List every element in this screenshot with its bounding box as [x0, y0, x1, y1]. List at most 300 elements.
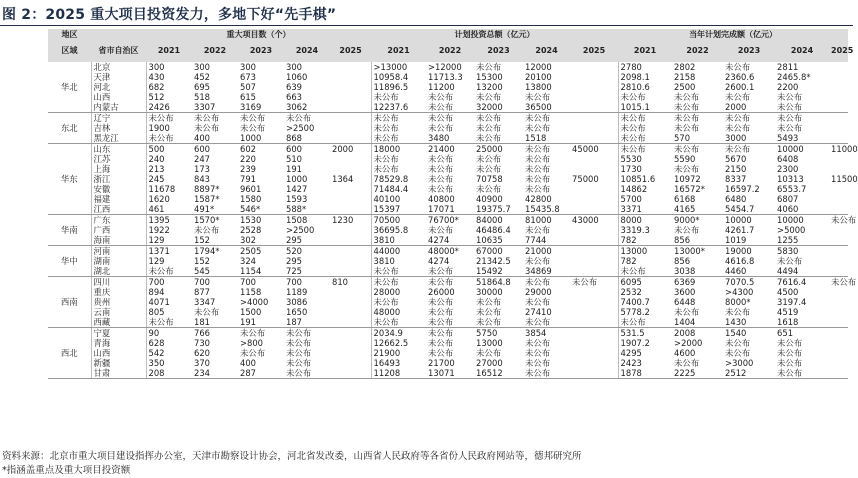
data-cell: 未公布 [428, 113, 454, 123]
data-cell: 未公布 [476, 164, 502, 174]
data-cell: 未公布 [428, 225, 454, 235]
province-name: 河南 [91, 246, 146, 257]
data-cell: 615 [240, 92, 256, 102]
data-cell [570, 256, 618, 266]
data-cell: 512 [148, 92, 165, 102]
table-row [48, 194, 848, 204]
data-cell: 1000 [238, 133, 284, 144]
data-cell: 17071 [426, 204, 474, 215]
data-cell: 36695.8 [373, 225, 409, 235]
data-cell: >4300 [725, 287, 754, 297]
data-cell: 2532 [620, 287, 642, 297]
data-cell: 12237.6 [371, 102, 426, 113]
header-province: 省市自治区 [91, 40, 146, 62]
data-cell: 未公布 [476, 184, 502, 194]
data-cell: 856 [672, 235, 723, 246]
data-cell: 6553.7 [777, 184, 807, 194]
data-cell: 588* [284, 204, 330, 215]
data-cell: 2802 [674, 62, 696, 72]
data-cell: 461 [146, 204, 192, 215]
data-cell: 3319.3 [620, 225, 650, 235]
data-cell: 152 [194, 256, 210, 266]
data-cell: 782 [618, 235, 672, 246]
province-name: 上海 [91, 164, 146, 174]
data-cell [829, 317, 848, 328]
data-cell: 未公布 [523, 317, 570, 328]
data-cell: 未公布 [428, 307, 454, 317]
data-cell: 3307 [192, 102, 238, 113]
table-row [48, 287, 848, 297]
data-cell: 21400 [428, 144, 455, 154]
region-label: 华中 [48, 246, 91, 277]
data-cell: 未公布 [286, 358, 312, 368]
data-cell: >4000 [240, 297, 269, 307]
data-cell: 3062 [284, 102, 330, 113]
data-cell: 21900 [373, 348, 401, 358]
data-cell: 2158 [674, 72, 696, 82]
province-name: 广东 [91, 215, 146, 226]
data-cell: 4500 [777, 287, 799, 297]
table-row [48, 164, 848, 174]
data-cell: 894 [148, 287, 165, 297]
data-cell: 78529.8 [373, 174, 409, 184]
data-cell: 未公布 [777, 92, 803, 102]
data-cell: 1404 [672, 317, 723, 328]
data-cell [829, 338, 848, 348]
data-cell: 未公布 [674, 113, 700, 123]
data-cell: 15300 [476, 72, 503, 82]
data-cell: 2426 [146, 102, 192, 113]
data-cell: 未公布 [146, 317, 192, 328]
data-cell: 未公布 [831, 277, 857, 287]
data-cell: 未公布 [777, 348, 803, 358]
data-cell [330, 164, 371, 174]
data-cell: 2200 [777, 82, 799, 92]
data-cell [829, 256, 848, 266]
data-cell: 未公布 [428, 297, 454, 307]
data-cell: 220 [240, 154, 256, 164]
data-cell [330, 225, 371, 235]
province-name: 安徽 [91, 184, 146, 194]
table-row [48, 184, 848, 194]
data-cell: 600 [194, 144, 210, 154]
data-cell: 7400.7 [620, 297, 650, 307]
table-row [48, 256, 848, 266]
data-cell [570, 92, 618, 102]
data-cell: 6408 [777, 154, 799, 164]
data-cell: 未公布 [777, 358, 803, 368]
province-name: 河北 [91, 82, 146, 92]
province-name: 西藏 [91, 317, 146, 328]
data-cell: 未公布 [620, 123, 646, 133]
data-cell: 5750 [476, 328, 498, 338]
data-cell: 未公布 [284, 368, 330, 379]
data-cell: 未公布 [674, 225, 700, 235]
data-cell: 10635 [474, 235, 523, 246]
data-cell: 3810 [373, 256, 395, 266]
data-cell: 未公布 [371, 317, 426, 328]
data-cell: 未公布 [426, 266, 474, 277]
data-cell: 2423 [620, 358, 642, 368]
data-cell: 未公布 [428, 348, 454, 358]
data-cell: 1922 [148, 225, 170, 235]
data-cell: 452 [194, 72, 210, 82]
data-cell: 4494 [775, 266, 829, 277]
province-name: 云南 [91, 307, 146, 317]
data-cell: 未公布 [525, 348, 551, 358]
data-cell: 未公布 [428, 277, 454, 287]
data-cell: 未公布 [476, 123, 502, 133]
data-cell [330, 62, 371, 72]
data-cell: 1878 [618, 368, 672, 379]
data-cell: 未公布 [240, 328, 266, 338]
data-cell: 300 [194, 62, 210, 72]
province-name: 重庆 [91, 287, 146, 297]
data-cell: 5590 [674, 154, 696, 164]
data-cell: 3000 [723, 133, 775, 144]
data-cell: 4616.8 [725, 256, 755, 266]
data-cell: 未公布 [428, 338, 454, 348]
data-cell: 13200 [476, 82, 503, 92]
data-cell: 3347 [194, 297, 216, 307]
data-cell: 1587* [194, 194, 220, 204]
data-cell: 213 [148, 164, 165, 174]
data-cell: 245 [148, 174, 165, 184]
data-cell: 未公布 [775, 368, 829, 379]
data-cell: >3000 [725, 358, 754, 368]
data-cell: 287 [238, 368, 284, 379]
data-cell [570, 82, 618, 92]
data-cell [570, 154, 618, 164]
data-cell: 1430 [723, 317, 775, 328]
data-cell: 700 [194, 277, 210, 287]
data-cell [570, 225, 618, 235]
province-name: 江西 [91, 204, 146, 215]
data-cell: 400 [192, 133, 238, 144]
data-cell: 628 [148, 338, 165, 348]
data-cell: 21700 [428, 358, 455, 368]
data-cell: 240 [148, 154, 165, 164]
header-year: 2024 [284, 40, 330, 62]
data-cell: 1158 [240, 287, 262, 297]
data-cell: 1189 [286, 287, 308, 297]
data-cell: 4519 [777, 307, 799, 317]
data-cell: 15435.8 [523, 204, 570, 215]
data-cell: 未公布 [286, 328, 312, 338]
province-name: 江苏 [91, 154, 146, 164]
data-cell: 未公布 [240, 123, 266, 133]
data-cell: 2810.6 [620, 82, 650, 92]
data-cell: 1427 [286, 184, 308, 194]
data-cell: 663 [286, 92, 302, 102]
data-cell: 518 [194, 92, 210, 102]
data-cell [829, 102, 848, 113]
data-cell: 未公布 [428, 184, 454, 194]
data-cell: 21342.5 [476, 256, 511, 266]
data-cell: 2000 [330, 144, 371, 155]
data-cell: 30000 [476, 287, 503, 297]
region-label: 华东 [48, 144, 91, 215]
data-cell [570, 246, 618, 257]
province-name: 新疆 [91, 358, 146, 368]
data-cell: 1364 [330, 174, 371, 184]
data-cell: 48000* [428, 246, 459, 256]
data-cell: 未公布 [525, 277, 551, 287]
data-cell: 未公布 [286, 338, 312, 348]
data-cell [570, 194, 618, 204]
data-cell: 12662.5 [373, 338, 409, 348]
data-cell: 791 [240, 174, 256, 184]
data-cell: 未公布 [476, 348, 502, 358]
province-name: 福建 [91, 194, 146, 204]
data-cell: 129 [146, 235, 192, 246]
data-cell: 未公布 [674, 144, 700, 154]
data-cell [829, 62, 848, 72]
data-cell: 350 [148, 358, 165, 368]
data-cell [330, 317, 371, 328]
data-cell: 191 [238, 317, 284, 328]
province-name: 黑龙江 [91, 133, 146, 144]
data-cell: 未公布 [194, 225, 220, 235]
data-cell [829, 297, 848, 307]
data-cell: 700 [240, 277, 256, 287]
data-cell: 未公布 [525, 184, 551, 194]
data-cell [829, 133, 848, 144]
data-cell: 651 [777, 328, 794, 338]
data-cell: 1371 [148, 246, 170, 256]
data-cell: 未公布 [831, 215, 857, 225]
data-cell: 未公布 [674, 92, 700, 102]
data-cell [570, 358, 618, 368]
data-cell [330, 133, 371, 144]
data-cell: 1620 [148, 194, 170, 204]
data-cell: 43000 [570, 215, 618, 226]
data-cell: 6168 [674, 194, 696, 204]
data-cell: 295 [286, 256, 302, 266]
data-cell: 856 [674, 256, 691, 266]
data-cell: 未公布 [620, 113, 646, 123]
data-cell: 6807 [777, 194, 799, 204]
data-cell: 3086 [286, 297, 308, 307]
data-cell: 未公布 [620, 144, 646, 154]
data-cell: 未公布 [525, 225, 551, 235]
data-cell: 90 [148, 328, 160, 338]
data-cell: 未公布 [428, 154, 454, 164]
data-cell [570, 317, 618, 328]
table-row [48, 113, 848, 124]
data-cell: 3038 [672, 266, 723, 277]
data-cell [829, 368, 848, 379]
data-cell: 16597.2 [725, 184, 760, 194]
header-year: 2025 [330, 40, 371, 62]
data-cell: 2360.6 [725, 72, 755, 82]
data-cell: 未公布 [146, 266, 192, 277]
table-row [48, 368, 848, 379]
data-cell: 70500 [373, 215, 401, 225]
data-cell: 未公布 [476, 154, 502, 164]
data-cell: 1060 [286, 72, 308, 82]
data-cell: 未公布 [525, 164, 551, 174]
province-name: 吉林 [91, 123, 146, 133]
data-cell: 未公布 [725, 92, 751, 102]
data-cell [330, 297, 371, 307]
data-cell: 84000 [476, 215, 503, 225]
data-cell: 未公布 [194, 307, 220, 317]
data-cell: 507 [240, 82, 256, 92]
data-cell: 10000 [777, 215, 804, 225]
data-cell: 未公布 [373, 113, 399, 123]
data-cell: 682 [148, 82, 165, 92]
region-label: 东北 [48, 113, 91, 144]
data-cell: 4274 [428, 256, 450, 266]
data-cell [330, 102, 371, 113]
data-cell [829, 82, 848, 92]
data-cell: 未公布 [674, 164, 700, 174]
data-cell [570, 133, 618, 144]
data-cell: >5000 [777, 225, 806, 235]
footnote: *指涵盖重点及重大项目投资额 [2, 465, 131, 476]
data-cell: 3371 [618, 204, 672, 215]
data-cell: 2225 [672, 368, 723, 379]
data-cell: 6095 [620, 277, 642, 287]
data-cell: 542 [148, 348, 165, 358]
data-cell: 未公布 [777, 113, 803, 123]
data-cell: 5530 [620, 154, 642, 164]
title-divider [0, 25, 853, 26]
header-year: 2023 [238, 40, 284, 62]
data-cell [330, 123, 371, 133]
province-name: 山东 [91, 144, 146, 155]
data-cell: 未公布 [525, 113, 551, 123]
table-row [48, 297, 848, 307]
header-year: 2022 [192, 40, 238, 62]
data-cell: 1395 [148, 215, 170, 225]
data-cell: 4165 [672, 204, 723, 215]
data-cell [570, 113, 618, 124]
data-cell: 782 [620, 256, 637, 266]
data-cell: 1730 [620, 164, 642, 174]
data-cell: 未公布 [674, 358, 700, 368]
data-cell: 未公布 [775, 102, 829, 113]
data-cell [570, 235, 618, 246]
data-cell: 未公布 [428, 123, 454, 133]
header-project-count: 重大项目数（个） [146, 29, 371, 40]
data-cell: 未公布 [426, 317, 474, 328]
data-cell: 32000 [474, 102, 523, 113]
table-row [48, 328, 848, 339]
data-cell: 545 [192, 266, 238, 277]
data-cell: 76700* [428, 215, 459, 225]
table-row [48, 215, 848, 226]
data-cell: 25000 [476, 144, 503, 154]
header-annual-completion: 当年计划完成额（亿元） [618, 29, 848, 40]
data-cell: 766 [194, 328, 210, 338]
table-row [48, 133, 848, 144]
data-cell [570, 123, 618, 133]
table-row [48, 92, 848, 102]
data-cell: 2811 [777, 62, 799, 72]
province-name: 天津 [91, 72, 146, 82]
data-cell: 未公布 [194, 113, 220, 123]
data-cell: 3169 [238, 102, 284, 113]
data-cell: 2600.1 [725, 82, 755, 92]
data-cell: 546* [238, 204, 284, 215]
data-cell: 10972 [674, 174, 701, 184]
data-cell [330, 204, 371, 215]
data-cell [829, 266, 848, 277]
data-cell: 400 [240, 358, 256, 368]
data-cell: 11678 [148, 184, 176, 194]
major-projects-table [48, 29, 858, 379]
data-cell: 300 [240, 62, 256, 72]
header-row-years [48, 40, 848, 62]
data-cell [330, 235, 371, 246]
region-label: 西北 [48, 328, 91, 379]
data-cell: 1593 [286, 194, 308, 204]
data-cell: 未公布 [525, 256, 551, 266]
province-name: 贵州 [91, 297, 146, 307]
data-cell [829, 194, 848, 204]
data-cell [570, 297, 618, 307]
province-name: 山西 [91, 92, 146, 102]
table-row [48, 246, 848, 257]
data-cell: 2512 [723, 368, 775, 379]
data-cell [330, 92, 371, 102]
data-cell: 695 [194, 82, 210, 92]
data-cell: 未公布 [373, 92, 399, 102]
data-cell: 2528 [240, 225, 262, 235]
data-cell: 11208 [371, 368, 426, 379]
province-name: 广西 [91, 225, 146, 235]
data-cell [829, 235, 848, 246]
data-cell: 9601 [240, 184, 262, 194]
table-row [48, 123, 848, 133]
data-cell: 5670 [725, 154, 747, 164]
data-cell: 未公布 [525, 297, 551, 307]
table-row [48, 62, 848, 72]
data-cell [829, 184, 848, 194]
data-cell: 1019 [723, 235, 775, 246]
data-cell: 730 [194, 338, 210, 348]
data-cell: 7616.4 [777, 277, 807, 287]
data-cell: 4060 [775, 204, 829, 215]
data-cell: 14862 [620, 184, 648, 194]
data-cell: 5700 [620, 194, 642, 204]
data-cell: 173 [194, 164, 210, 174]
table-row [48, 358, 848, 368]
data-cell [829, 328, 848, 339]
data-cell: 40900 [476, 194, 503, 204]
header-year: 2023 [474, 40, 523, 62]
data-cell [570, 338, 618, 348]
data-cell: 40100 [373, 194, 401, 204]
province-name: 湖南 [91, 256, 146, 266]
data-cell: 8337 [725, 174, 747, 184]
data-cell: 16512 [474, 368, 523, 379]
data-cell: 未公布 [371, 266, 426, 277]
data-cell [570, 204, 618, 215]
data-cell: 未公布 [777, 256, 803, 266]
table-row [48, 277, 848, 288]
data-cell: 未公布 [474, 133, 523, 144]
data-cell: 13071 [426, 368, 474, 379]
data-cell: 未公布 [240, 113, 266, 123]
header-year: 2021 [146, 40, 192, 62]
data-cell: 370 [194, 358, 210, 368]
data-cell [829, 204, 848, 215]
data-cell [829, 113, 848, 124]
region-label: 华南 [48, 215, 91, 246]
